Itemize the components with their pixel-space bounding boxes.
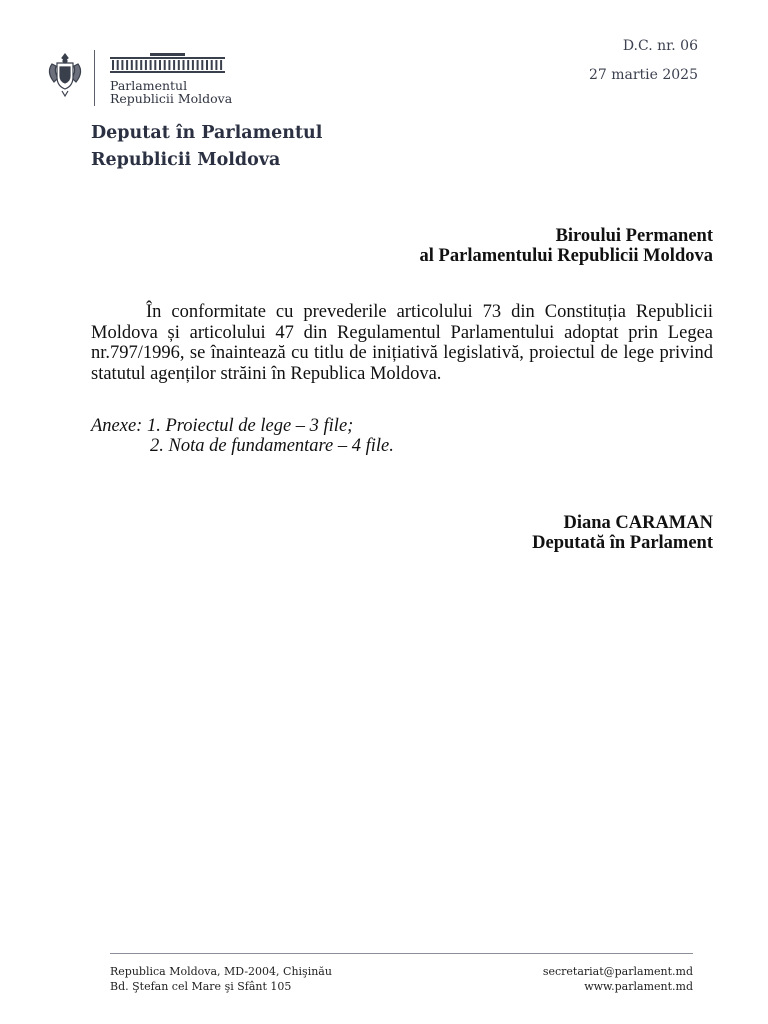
footer-address-line2: Bd. Ştefan cel Mare şi Sfânt 105 bbox=[110, 980, 292, 993]
addressee-line1: Biroului Permanent bbox=[555, 226, 713, 246]
logo-divider bbox=[94, 50, 95, 106]
footer-website: www.parlament.md bbox=[584, 980, 693, 993]
sender-line2: Republicii Moldova bbox=[91, 150, 281, 170]
org-name-line1: Parlamentul bbox=[110, 78, 188, 93]
org-name-line2: Republicii Moldova bbox=[110, 91, 233, 106]
footer-email: secretariat@parlament.md bbox=[542, 965, 693, 978]
document-date: 27 martie 2025 bbox=[588, 67, 698, 83]
annex-line2: 2. Nota de fundamentare – 4 file. bbox=[150, 436, 394, 456]
parliament-building-icon bbox=[110, 52, 225, 74]
document-number: D.C. nr. 06 bbox=[622, 38, 698, 54]
body-paragraph: În conformitate cu prevederile articolului 73 din Constituția Republicii Moldova și articolului 47 din Regulamentul Parlamentului adoptat prin Legea nr.797/1996, se înaintează cu titlu de inițiativă legislativă, proiectul de lege privind statutul agenților străini în Republica Moldova. bbox=[91, 302, 713, 384]
signatory-role: Deputată în Parlament bbox=[532, 533, 713, 553]
annex-line1: Anexe: 1. Proiectul de lege – 3 file; bbox=[91, 416, 354, 436]
footer-divider bbox=[110, 953, 693, 954]
sender-line1: Deputat în Parlamentul bbox=[91, 123, 323, 143]
coat-of-arms-icon bbox=[44, 50, 86, 100]
signatory-name: Diana CARAMAN bbox=[563, 513, 713, 533]
footer-address-line1: Republica Moldova, MD-2004, Chişinău bbox=[110, 965, 332, 978]
addressee-line2: al Parlamentului Republicii Moldova bbox=[419, 246, 713, 266]
parliament-logo bbox=[44, 50, 244, 110]
